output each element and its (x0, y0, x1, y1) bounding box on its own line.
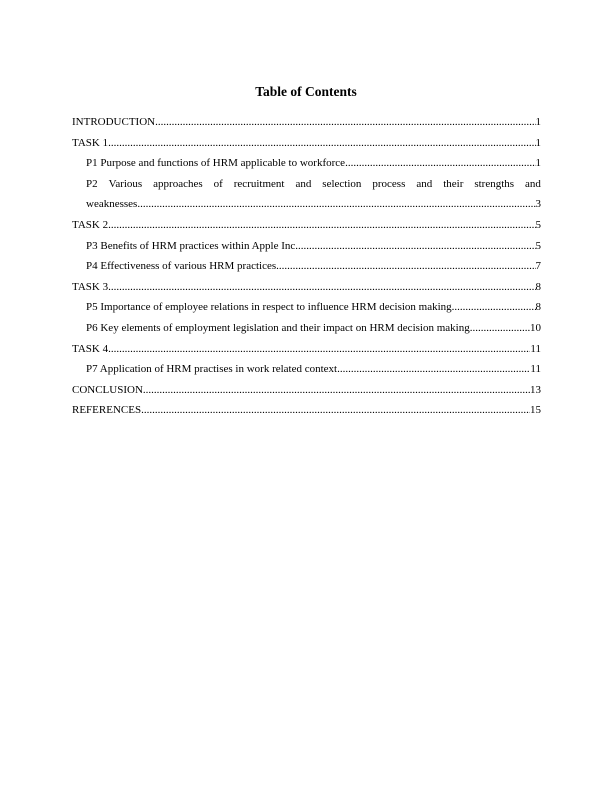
toc-entry-task-4[interactable] (72, 339, 541, 360)
toc-entry-word: selection (322, 177, 362, 190)
toc-entry-label: P7 Application of HRM practises in work related context (86, 363, 338, 376)
toc-entry-label: TASK 2 (72, 218, 109, 231)
toc-entry-label: P3 Benefits of HRM practices within Apple Inc (86, 239, 296, 252)
toc-entry-task-2[interactable] (72, 215, 541, 236)
toc-entry-label: CONCLUSION (72, 383, 143, 396)
toc-entry-conclusion[interactable] (72, 380, 541, 401)
toc-entry-p3[interactable] (72, 236, 541, 257)
dot-leader (337, 359, 530, 380)
toc-entry-word: and (525, 177, 541, 190)
toc-entry-label: P1 Purpose and functions of HRM applicable to workforce (86, 157, 346, 170)
dot-leader (470, 318, 530, 339)
dot-leader (143, 380, 530, 401)
dot-leader (137, 194, 535, 215)
toc-entry-page: 13 (530, 383, 541, 396)
toc-entry-label: TASK 4 (72, 342, 109, 355)
toc-entry-page: 8 (535, 301, 541, 314)
toc-entry-p5[interactable] (72, 297, 541, 318)
dot-leader (108, 339, 530, 360)
toc-entry-word: P2 (86, 177, 98, 190)
dot-leader (276, 256, 535, 277)
toc-title: Table of Contents (255, 84, 357, 99)
toc-entry-p1[interactable] (72, 153, 541, 174)
toc-entry-page: 1 (535, 116, 541, 128)
dot-leader (295, 236, 535, 257)
toc-entry-label: P4 Effectiveness of various HRM practices (86, 260, 277, 273)
toc-entry-label: P6 Key elements of employment legislation and their impact on HRM decision making (86, 321, 470, 334)
toc-entry-page: 7 (535, 260, 541, 273)
toc-entry-introduction[interactable] (72, 112, 541, 133)
toc-entry-label-line1 (86, 174, 541, 195)
dot-leader (141, 400, 530, 421)
toc-entry-page: 11 (530, 363, 541, 376)
toc-entry-page: 11 (530, 342, 541, 355)
dot-leader (108, 133, 535, 154)
toc-entry-word: Various (108, 177, 143, 190)
toc-entry-word: strengths (474, 177, 515, 190)
toc-entry-page: 1 (535, 136, 541, 149)
toc-entry-page: 8 (535, 280, 541, 293)
toc-entry-task-1[interactable] (72, 133, 541, 154)
toc-entry-task-3[interactable] (72, 277, 541, 298)
toc-entry-references[interactable] (72, 400, 541, 421)
toc-entry-word: and (416, 177, 433, 190)
toc-entry-page: 10 (530, 321, 541, 334)
toc-entry-label-line2: weaknesses (86, 198, 138, 211)
toc-entry-line2 (86, 194, 541, 215)
table-of-contents (72, 112, 541, 421)
toc-entry-label: REFERENCES (72, 404, 142, 417)
dot-leader (108, 215, 535, 236)
toc-entry-word: process (372, 177, 406, 190)
toc-entry-page: 5 (535, 218, 541, 231)
dot-leader (452, 297, 536, 318)
toc-entry-p2[interactable] (72, 174, 541, 215)
toc-entry-page: 15 (530, 404, 541, 417)
toc-entry-label: TASK 1 (72, 136, 109, 149)
toc-entry-page: 5 (535, 239, 541, 252)
dot-leader (155, 112, 535, 133)
toc-entry-word: approaches (153, 177, 203, 190)
toc-entry-p7[interactable] (72, 359, 541, 380)
toc-entry-word: and (295, 177, 312, 190)
toc-entry-page: 3 (535, 198, 541, 211)
toc-entry-word: their (443, 177, 464, 190)
toc-entry-label: TASK 3 (72, 280, 109, 293)
toc-entry-p6[interactable] (72, 318, 541, 339)
dot-leader (345, 153, 535, 174)
toc-entry-word: recruitment (233, 177, 285, 190)
dot-leader (108, 277, 535, 298)
toc-entry-label: INTRODUCTION (72, 116, 156, 128)
toc-entry-p4[interactable] (72, 256, 541, 277)
toc-entry-page: 1 (535, 157, 541, 170)
toc-entry-word: of (213, 177, 223, 190)
toc-entry-label: P5 Importance of employee relations in respect to influence HRM decision making (86, 301, 452, 314)
